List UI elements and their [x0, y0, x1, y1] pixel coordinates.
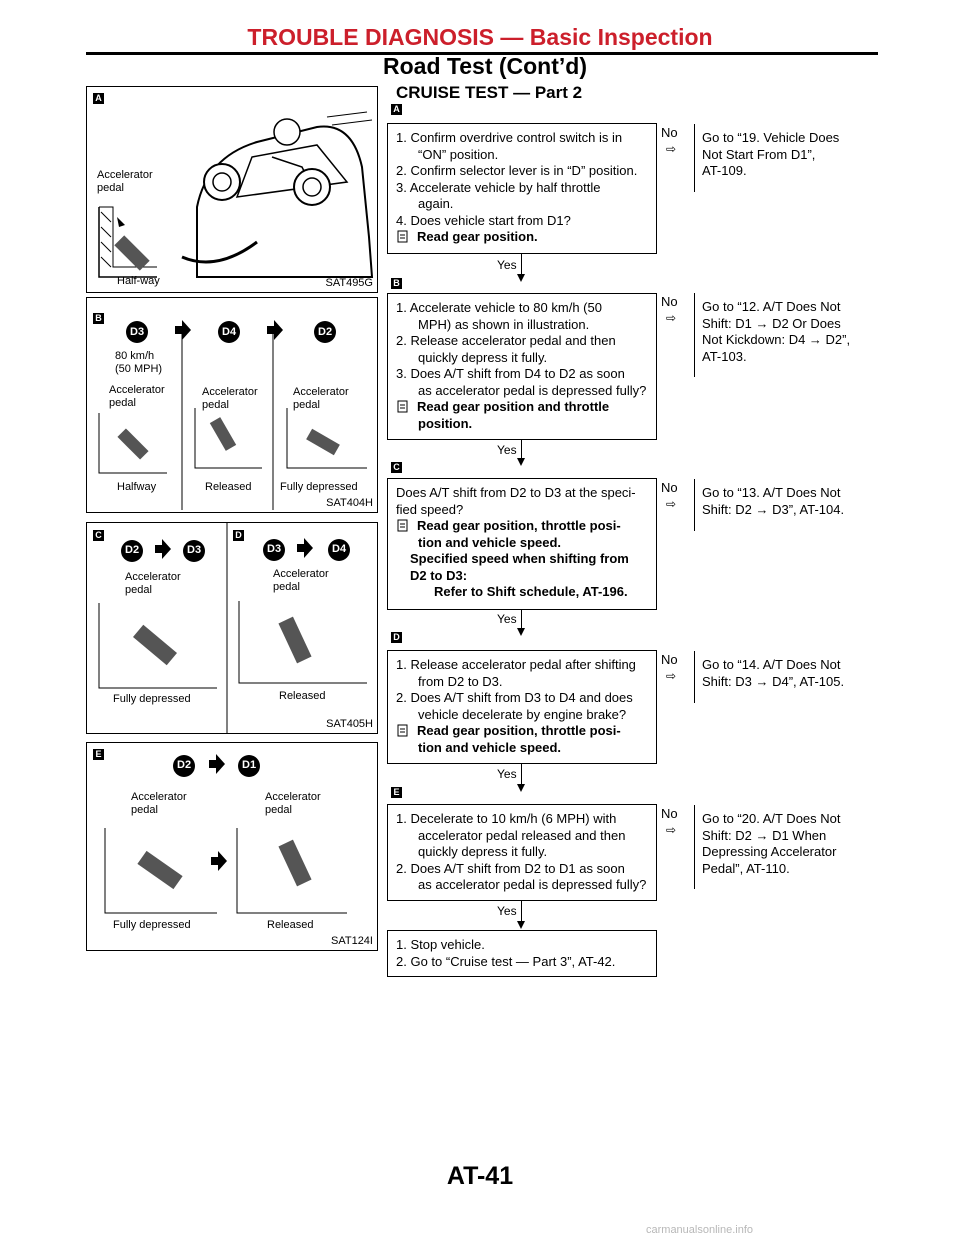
- gear-label: D2: [318, 326, 333, 338]
- gear-label: D3: [187, 544, 202, 556]
- figure-label: Half-way: [117, 275, 160, 287]
- figure-code: SAT124I: [331, 935, 373, 947]
- header-title: TROUBLE DIAGNOSIS — Basic Inspection: [247, 24, 713, 50]
- step-line: fied speed?: [396, 501, 464, 517]
- target-border: [694, 805, 695, 889]
- step-line: vehicle decelerate by engine brake?: [418, 706, 627, 722]
- no-target-c: [694, 479, 862, 524]
- tester-icon: [396, 519, 409, 532]
- figure-code: SAT404H: [326, 497, 373, 509]
- target-line: Shift: D2 → D3”, AT-104.: [702, 501, 845, 517]
- step-line: 4. Does vehicle start from D1?: [396, 212, 571, 228]
- step-badge: B: [391, 278, 402, 289]
- arrow-down-icon: [517, 458, 525, 466]
- figure-badge: D: [233, 530, 244, 541]
- target-line: Not Kickdown: D4 → D2”,: [702, 332, 851, 347]
- figure-badge: C: [93, 530, 104, 541]
- target-line: Shift: D3 → D4”, AT-105.: [702, 673, 845, 689]
- flow-connector: [521, 254, 522, 276]
- header-subtitle: Road Test (Cont’d): [383, 53, 587, 79]
- arrow-right-icon: ⇨: [666, 669, 677, 683]
- figure-b: [86, 297, 378, 513]
- step-line: 3. Accelerate vehicle by half throttle: [396, 179, 601, 195]
- tester-icon: [396, 724, 409, 737]
- site-watermark: carmanualsonline.info: [646, 1224, 754, 1236]
- step-box-c: [387, 478, 657, 610]
- step-line: Read gear position.: [417, 229, 538, 244]
- step-line: Read gear position and throttle: [417, 399, 610, 414]
- target-line: Shift: D2 → D1 When: [702, 827, 827, 843]
- step-line: as accelerator pedal is depressed fully?: [418, 877, 647, 892]
- step-line: 1. Accelerate vehicle to 80 km/h (50: [396, 300, 602, 315]
- step-line: 2. Confirm selector lever is in “D” position.: [396, 163, 638, 178]
- final-box: [387, 930, 657, 977]
- step-line: “ON” position.: [418, 146, 499, 162]
- target-line: Go to “20. A/T Does Not: [702, 811, 841, 826]
- step-line: tion and vehicle speed.: [418, 739, 562, 755]
- step-line: Read gear position, throttle posi-: [417, 518, 621, 533]
- yes-label: Yes: [497, 443, 517, 457]
- step-badge: E: [391, 787, 402, 798]
- pedal-label: Accelerator pedal: [109, 384, 165, 409]
- pedal-label: Accelerator pedal: [265, 791, 321, 816]
- yes-label: Yes: [497, 767, 517, 781]
- step-line: quickly depress it fully.: [418, 349, 548, 365]
- position-label: Fully depressed: [113, 693, 191, 705]
- target-line: Go to “14. A/T Does Not: [702, 657, 841, 672]
- target-line: Shift: D1 → D2 Or Does: [702, 315, 841, 331]
- gear-label: D4: [222, 326, 237, 338]
- arrow-down-icon: [517, 921, 525, 929]
- arrow-right-icon: ⇨: [666, 311, 677, 325]
- step-line: tion and vehicle speed.: [418, 534, 562, 550]
- no-label: No: [661, 652, 678, 667]
- no-label: No: [661, 294, 678, 309]
- arrow-down-icon: [517, 784, 525, 792]
- figure-code: SAT405H: [326, 718, 373, 730]
- step-line: quickly depress it fully.: [418, 844, 548, 859]
- no-target-e: [694, 805, 862, 883]
- figure-a: [86, 86, 378, 293]
- step-line: from D2 to D3.: [418, 673, 503, 689]
- gear-label: D2: [177, 759, 192, 771]
- tester-icon: [396, 230, 409, 243]
- step-line: 2. Does A/T shift from D2 to D1 as soon: [396, 860, 625, 876]
- step-line: 2. Release accelerator pedal and then: [396, 333, 616, 348]
- step-badge: A: [391, 104, 402, 115]
- figure-badge: A: [93, 93, 104, 104]
- step-line: 2. Does A/T shift from D3 to D4 and does: [396, 690, 633, 705]
- step-badge: C: [391, 462, 402, 473]
- gear-label: D4: [332, 543, 347, 555]
- step-box-b: [387, 293, 657, 440]
- flow-connector: [521, 610, 522, 630]
- pedal-label: Accelerator pedal: [293, 386, 349, 411]
- no-label: No: [661, 480, 678, 495]
- position-label: Halfway: [117, 481, 157, 493]
- no-label: No: [661, 806, 678, 821]
- target-border: [694, 479, 695, 531]
- no-target-d: [694, 651, 862, 696]
- flow-connector: [521, 764, 522, 786]
- figure-label: Accelerator pedal: [97, 169, 153, 194]
- gear-label: D3: [130, 326, 145, 338]
- yes-label: Yes: [497, 904, 517, 918]
- position-label: Released: [205, 481, 252, 493]
- step-line: again.: [418, 196, 454, 211]
- step-line: position.: [418, 415, 473, 431]
- arrow-down-icon: [517, 274, 525, 282]
- pedal-label: Accelerator pedal: [131, 791, 187, 816]
- step-line: Refer to Shift schedule, AT-196.: [434, 584, 628, 599]
- target-line: Depressing Accelerator: [702, 844, 837, 859]
- step-line: D2 to D3:: [410, 567, 468, 583]
- target-line: AT-109.: [702, 163, 747, 178]
- target-border: [694, 124, 695, 192]
- step-line: accelerator pedal released and then: [418, 827, 626, 843]
- step-line: Specified speed when shifting from: [410, 551, 629, 566]
- target-line: Go to “12. A/T Does Not: [702, 299, 841, 314]
- step-box-e: [387, 804, 657, 901]
- figure-c-d: [86, 522, 378, 734]
- arrow-down-icon: [517, 628, 525, 636]
- flow-connector: [521, 440, 522, 460]
- arrow-right-icon: ⇨: [666, 497, 677, 511]
- step-line: MPH) as shown in illustration.: [418, 316, 590, 332]
- step-line: Read gear position, throttle posi-: [417, 723, 621, 738]
- yes-label: Yes: [497, 258, 517, 272]
- step-box-d: [387, 650, 657, 764]
- step-line: 3. Does A/T shift from D4 to D2 as soon: [396, 366, 625, 381]
- step-line: as accelerator pedal is depressed fully?: [418, 382, 647, 398]
- step-badge: D: [391, 632, 402, 643]
- gear-label: D1: [242, 759, 257, 771]
- figure-code: SAT495G: [325, 277, 373, 289]
- target-line: AT-103.: [702, 348, 747, 364]
- gear-label: D3: [267, 543, 282, 555]
- no-target-a: [694, 124, 862, 186]
- target-line: Go to “13. A/T Does Not: [702, 485, 841, 500]
- target-line: Go to “19. Vehicle Does: [702, 130, 840, 145]
- arrow-right-icon: ⇨: [666, 823, 677, 837]
- arrow-right-icon: ⇨: [666, 142, 677, 156]
- figure-e: [86, 742, 378, 951]
- final-line: 1. Stop vehicle.: [396, 937, 485, 952]
- no-label: No: [661, 125, 678, 140]
- step-box-a: [387, 123, 657, 254]
- step-line: Does A/T shift from D2 to D3 at the speci-: [396, 485, 636, 500]
- pedal-label: Accelerator pedal: [202, 386, 258, 411]
- step-line: 1. Release accelerator pedal after shifting: [396, 657, 636, 672]
- flow-connector: [521, 901, 522, 923]
- step-line: 1. Confirm overdrive control switch is in: [396, 130, 623, 145]
- target-border: [694, 651, 695, 703]
- speed-label: 80 km/h (50 MPH): [115, 350, 163, 375]
- target-line: Pedal”, AT-110.: [702, 860, 790, 876]
- gear-label: D2: [125, 544, 140, 556]
- final-line: 2. Go to “Cruise test — Part 3”, AT-42.: [396, 953, 616, 969]
- tester-icon: [396, 400, 409, 413]
- position-label: Fully depressed: [113, 919, 191, 931]
- target-border: [694, 293, 695, 377]
- figure-badge: B: [93, 313, 104, 324]
- pedal-label: Accelerator pedal: [125, 571, 181, 596]
- position-label: Released: [279, 690, 326, 702]
- no-target-b: [694, 293, 864, 371]
- yes-label: Yes: [497, 612, 517, 626]
- page-number: AT-41: [446, 1162, 514, 1190]
- position-label: Released: [267, 919, 314, 931]
- step-line: 1. Decelerate to 10 km/h (6 MPH) with: [396, 811, 617, 826]
- figure-badge: E: [93, 749, 104, 760]
- target-line: Not Start From D1”,: [702, 146, 816, 162]
- section-title: CRUISE TEST — Part 2: [396, 83, 583, 102]
- pedal-label: Accelerator pedal: [273, 568, 329, 593]
- position-label: Fully depressed: [280, 481, 358, 493]
